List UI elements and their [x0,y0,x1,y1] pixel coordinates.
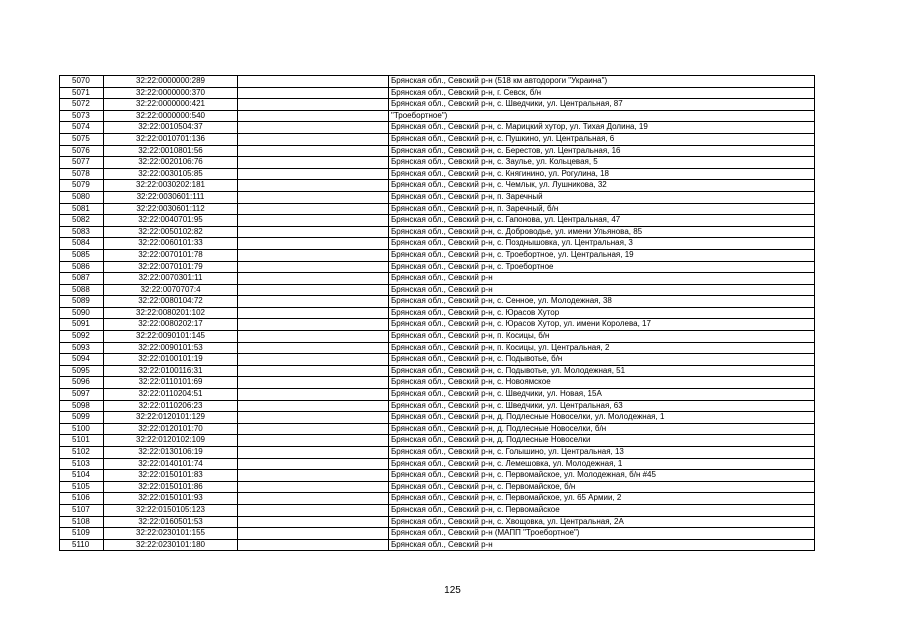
empty-cell [238,423,389,435]
table-row [60,481,815,493]
cadastral-number-cell: 32:22:0080202:17 [104,319,238,331]
cadastral-number-cell: 32:22:0110101:69 [104,377,238,389]
address-cell: Брянская обл., Севский р-н, с. Берестов, ул. Центральная, 16 [389,145,815,157]
table-row [60,110,815,122]
cadastral-number-cell: 32:22:0150101:86 [104,481,238,493]
cadastral-number-cell: 32:22:0030601:112 [104,203,238,215]
cadastral-number-cell: 32:22:0160501:53 [104,516,238,528]
address-cell: Брянская обл., Севский р-н, п. Заречный, б/н [389,203,815,215]
table-row [60,284,815,296]
address-cell: Брянская обл., Севский р-н, с. Первомайское, ул. 65 Армии, 2 [389,493,815,505]
address-cell: Брянская обл., Севский р-н, с. Подывотье, ул. Молодежная, 51 [389,365,815,377]
empty-cell [238,331,389,343]
address-cell: Брянская обл., Севский р-н [389,539,815,551]
empty-cell [238,377,389,389]
table-row [60,331,815,343]
address-cell: Брянская обл., Севский р-н [389,284,815,296]
table-row [60,145,815,157]
cadastral-number-cell: 32:22:0080104:72 [104,296,238,308]
cadastral-number-cell: 32:22:0070707:4 [104,284,238,296]
table-row [60,191,815,203]
cadastral-number-cell: 32:22:0110206:23 [104,400,238,412]
empty-cell [238,87,389,99]
row-number-cell: 5105 [60,481,104,493]
empty-cell [238,493,389,505]
cadastral-number-cell: 32:22:0070101:78 [104,249,238,261]
empty-cell [238,284,389,296]
address-cell: Брянская обл., Севский р-н [389,273,815,285]
address-cell: Брянская обл., Севский р-н, с. Заулье, ул. Кольцевая, 5 [389,157,815,169]
table-row [60,168,815,180]
cadastral-number-cell: 32:22:0120102:109 [104,435,238,447]
row-number-cell: 5098 [60,400,104,412]
empty-cell [238,504,389,516]
empty-cell [238,516,389,528]
row-number-cell: 5083 [60,226,104,238]
address-cell: Брянская обл., Севский р-н, с. Подывотье, б/н [389,354,815,366]
empty-cell [238,389,389,401]
empty-cell [238,203,389,215]
empty-cell [238,157,389,169]
row-number-cell: 5110 [60,539,104,551]
empty-cell [238,539,389,551]
address-cell: Брянская обл., Севский р-н, с. Шведчики, ул. Центральная, 63 [389,400,815,412]
cadastral-number-cell: 32:22:0030601:111 [104,191,238,203]
cadastral-number-cell: 32:22:0120101:70 [104,423,238,435]
cadastral-table [59,75,815,551]
address-cell: Брянская обл., Севский р-н, с. Шведчики, ул. Новая, 15А [389,389,815,401]
address-cell: Брянская обл., Севский р-н, с. Первомайское, ул. Молодежная, б/н #45 [389,470,815,482]
address-cell: Брянская обл., Севский р-н, с. Доброводье, ул. имени Ульянова, 85 [389,226,815,238]
cadastral-number-cell: 32:22:0110204:51 [104,389,238,401]
row-number-cell: 5074 [60,122,104,134]
row-number-cell: 5093 [60,342,104,354]
table-row [60,76,815,88]
table-row [60,249,815,261]
cadastral-number-cell: 32:22:0100116:31 [104,365,238,377]
empty-cell [238,226,389,238]
address-cell: Брянская обл., Севский р-н, п. Заречный [389,191,815,203]
empty-cell [238,528,389,540]
address-cell: Брянская обл., Севский р-н, с. Первомайское [389,504,815,516]
row-number-cell: 5096 [60,377,104,389]
empty-cell [238,133,389,145]
table-row [60,493,815,505]
empty-cell [238,435,389,447]
table-row [60,87,815,99]
address-cell: Брянская обл., Севский р-н, с. Позднышовка, ул. Центральная, 3 [389,238,815,250]
empty-cell [238,76,389,88]
address-cell: Брянская обл., Севский р-н, с. Лемешовка, ул. Молодежная, 1 [389,458,815,470]
row-number-cell: 5101 [60,435,104,447]
cadastral-number-cell: 32:22:0150101:93 [104,493,238,505]
table-row [60,435,815,447]
table-row [60,273,815,285]
row-number-cell: 5091 [60,319,104,331]
address-cell: Брянская обл., Севский р-н, с. Пушкино, ул. Центральная, 6 [389,133,815,145]
address-cell: Брянская обл., Севский р-н, д. Подлесные Новоселки [389,435,815,447]
table-row [60,307,815,319]
empty-cell [238,99,389,111]
empty-cell [238,400,389,412]
cadastral-number-cell: 32:22:0140101:74 [104,458,238,470]
table-row [60,516,815,528]
table-row [60,528,815,540]
row-number-cell: 5070 [60,76,104,88]
empty-cell [238,365,389,377]
table-row [60,122,815,134]
empty-cell [238,249,389,261]
row-number-cell: 5097 [60,389,104,401]
empty-cell [238,412,389,424]
row-number-cell: 5073 [60,110,104,122]
row-number-cell: 5085 [60,249,104,261]
cadastral-number-cell: 32:22:0080201:102 [104,307,238,319]
address-cell: Брянская обл., Севский р-н, с. Юрасов Хутор, ул. имени Королева, 17 [389,319,815,331]
empty-cell [238,238,389,250]
table-row [60,400,815,412]
address-cell: Брянская обл., Севский р-н, с. Троебортное, ул. Центральная, 19 [389,249,815,261]
table-row [60,99,815,111]
cadastral-number-cell: 32:22:0010801:56 [104,145,238,157]
cadastral-number-cell: 32:22:0070301:11 [104,273,238,285]
table-row [60,458,815,470]
table-row [60,133,815,145]
cadastral-number-cell: 32:22:0090101:53 [104,342,238,354]
row-number-cell: 5078 [60,168,104,180]
cadastral-number-cell: 32:22:0100101:19 [104,354,238,366]
empty-cell [238,458,389,470]
table-row [60,342,815,354]
table-row [60,296,815,308]
cadastral-number-cell: 32:22:0050102:82 [104,226,238,238]
table-row [60,377,815,389]
cadastral-number-cell: 32:22:0070101:79 [104,261,238,273]
row-number-cell: 5081 [60,203,104,215]
row-number-cell: 5100 [60,423,104,435]
address-cell: Брянская обл., Севский р-н, с. Троебортное [389,261,815,273]
cadastral-number-cell: 32:22:0150105:123 [104,504,238,516]
cadastral-number-cell: 32:22:0010504:37 [104,122,238,134]
table-row [60,226,815,238]
register-sheet [59,75,814,551]
row-number-cell: 5102 [60,447,104,459]
row-number-cell: 5082 [60,215,104,227]
table-row [60,157,815,169]
cadastral-number-cell: 32:22:0230101:180 [104,539,238,551]
row-number-cell: 5109 [60,528,104,540]
cadastral-number-cell: 32:22:0030105:85 [104,168,238,180]
table-row [60,319,815,331]
table-row [60,423,815,435]
empty-cell [238,261,389,273]
empty-cell [238,319,389,331]
address-cell: Брянская обл., Севский р-н, г. Севск, б/н [389,87,815,99]
address-cell: Брянская обл., Севский р-н, д. Подлесные Новоселки, ул. Молодежная, 1 [389,412,815,424]
address-cell: Брянская обл., Севский р-н, с. Хвощовка, ул. Центральная, 2А [389,516,815,528]
address-cell: Брянская обл., Севский р-н, с. Княгинино, ул. Рогулина, 18 [389,168,815,180]
row-number-cell: 5108 [60,516,104,528]
cadastral-number-cell: 32:22:0030202:181 [104,180,238,192]
row-number-cell: 5106 [60,493,104,505]
address-cell: Брянская обл., Севский р-н, с. Новоямское [389,377,815,389]
empty-cell [238,122,389,134]
table-row [60,412,815,424]
empty-cell [238,145,389,157]
row-number-cell: 5099 [60,412,104,424]
cadastral-number-cell: 32:22:0230101:155 [104,528,238,540]
address-cell: Брянская обл., Севский р-н, с. Юрасов Хутор [389,307,815,319]
cadastral-number-cell: 32:22:0060101:33 [104,238,238,250]
cadastral-number-cell: 32:22:0020106:76 [104,157,238,169]
row-number-cell: 5084 [60,238,104,250]
cadastral-number-cell: 32:22:0010701:136 [104,133,238,145]
empty-cell [238,307,389,319]
address-cell: "Троебортное") [389,110,815,122]
address-cell: Брянская обл., Севский р-н, с. Первомайское, б/н [389,481,815,493]
page-number: 125 [444,585,461,596]
table-body [60,76,815,551]
table-row [60,354,815,366]
row-number-cell: 5095 [60,365,104,377]
address-cell: Брянская обл., Севский р-н, п. Косицы, б/н [389,331,815,343]
cadastral-number-cell: 32:22:0120101:129 [104,412,238,424]
row-number-cell: 5072 [60,99,104,111]
address-cell: Брянская обл., Севский р-н, с. Сенное, ул. Молодежная, 38 [389,296,815,308]
empty-cell [238,470,389,482]
cadastral-number-cell: 32:22:0000000:370 [104,87,238,99]
cadastral-number-cell: 32:22:0150101:83 [104,470,238,482]
empty-cell [238,273,389,285]
empty-cell [238,447,389,459]
table-row [60,470,815,482]
table-row [60,365,815,377]
empty-cell [238,354,389,366]
row-number-cell: 5087 [60,273,104,285]
empty-cell [238,168,389,180]
row-number-cell: 5079 [60,180,104,192]
empty-cell [238,342,389,354]
row-number-cell: 5103 [60,458,104,470]
row-number-cell: 5107 [60,504,104,516]
table-row [60,180,815,192]
row-number-cell: 5104 [60,470,104,482]
row-number-cell: 5076 [60,145,104,157]
table-row [60,215,815,227]
address-cell: Брянская обл., Севский р-н, с. Марицкий хутор, ул. Тихая Долина, 19 [389,122,815,134]
row-number-cell: 5080 [60,191,104,203]
empty-cell [238,110,389,122]
row-number-cell: 5094 [60,354,104,366]
address-cell: Брянская обл., Севский р-н, д. Подлесные Новоселки, б/н [389,423,815,435]
cadastral-number-cell: 32:22:0090101:145 [104,331,238,343]
table-row [60,238,815,250]
cadastral-number-cell: 32:22:0000000:289 [104,76,238,88]
empty-cell [238,296,389,308]
row-number-cell: 5090 [60,307,104,319]
row-number-cell: 5071 [60,87,104,99]
table-row [60,203,815,215]
row-number-cell: 5086 [60,261,104,273]
row-number-cell: 5088 [60,284,104,296]
table-row [60,447,815,459]
row-number-cell: 5075 [60,133,104,145]
address-cell: Брянская обл., Севский р-н (МАПП "Троебортное") [389,528,815,540]
empty-cell [238,215,389,227]
row-number-cell: 5089 [60,296,104,308]
cadastral-number-cell: 32:22:0000000:421 [104,99,238,111]
table-row [60,261,815,273]
address-cell: Брянская обл., Севский р-н, с. Шведчики, ул. Центральная, 87 [389,99,815,111]
table-row [60,389,815,401]
address-cell: Брянская обл., Севский р-н, с. Голышино, ул. Центральная, 13 [389,447,815,459]
address-cell: Брянская обл., Севский р-н (518 км автодороги "Украина") [389,76,815,88]
table-row [60,539,815,551]
cadastral-number-cell: 32:22:0130106:19 [104,447,238,459]
empty-cell [238,191,389,203]
empty-cell [238,481,389,493]
address-cell: Брянская обл., Севский р-н, с. Гапонова, ул. Центральная, 47 [389,215,815,227]
table-row [60,504,815,516]
cadastral-number-cell: 32:22:0040701:95 [104,215,238,227]
row-number-cell: 5092 [60,331,104,343]
address-cell: Брянская обл., Севский р-н, с. Чемлык, ул. Лушникова, 32 [389,180,815,192]
row-number-cell: 5077 [60,157,104,169]
cadastral-number-cell: 32:22:0000000:540 [104,110,238,122]
address-cell: Брянская обл., Севский р-н, п. Косицы, ул. Центральная, 2 [389,342,815,354]
empty-cell [238,180,389,192]
